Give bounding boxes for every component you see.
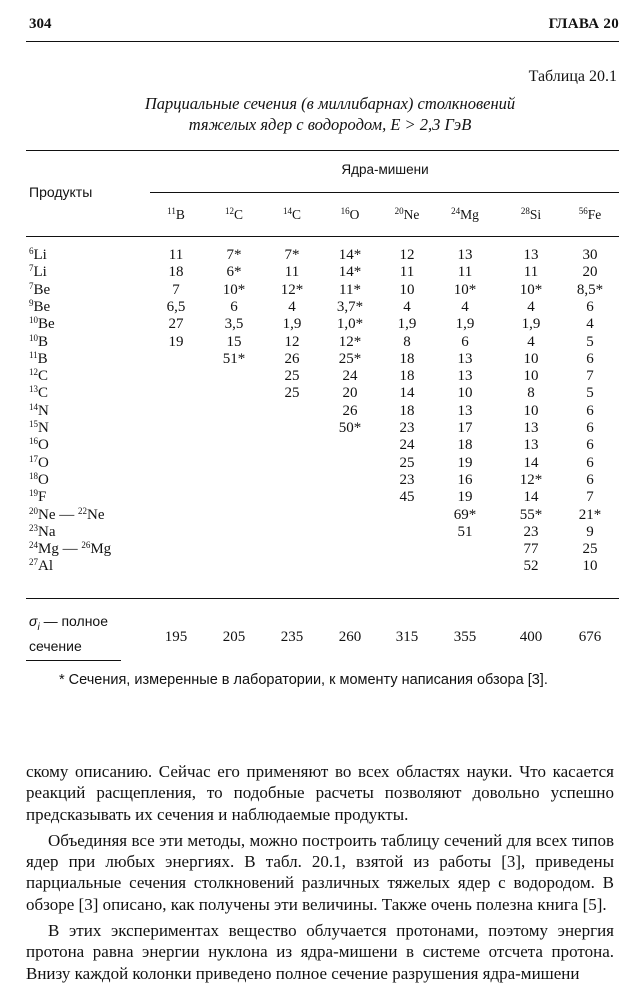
table-cell: 24 (399, 437, 415, 454)
product-symbol: Al (38, 558, 53, 575)
header-rule (26, 41, 619, 42)
product-mass: 23 (29, 522, 38, 533)
table-cell: 19 (168, 333, 184, 350)
table-cell: 23 (399, 471, 415, 488)
table-cell: 6 (586, 402, 594, 419)
table-cell: 3,5 (224, 316, 244, 333)
table-cell: 11 (399, 264, 415, 281)
table-cell: 13 (523, 437, 539, 454)
product-label (29, 541, 111, 558)
target-mass: 14 (282, 206, 292, 216)
total-cross-section-label (29, 612, 108, 655)
table-cell: 10 (523, 368, 539, 385)
product-label (29, 316, 55, 333)
target-symbol: C (291, 207, 301, 222)
product-label (29, 558, 53, 575)
table-cell: 20 (342, 385, 358, 402)
total-cell: 235 (280, 629, 304, 645)
target-header (322, 207, 378, 223)
table-cell: 12 (399, 247, 415, 263)
table-cell: 6 (230, 298, 238, 315)
table-cell: 25 (399, 454, 415, 471)
product-symbol: Ne (38, 506, 56, 523)
product-symbol: Ne (87, 506, 105, 523)
table-cell: 14 (523, 489, 539, 506)
product-label (29, 264, 47, 281)
table-cell: 7 (586, 368, 594, 385)
table-cell: 6 (586, 350, 594, 367)
target-mass: 28 (520, 206, 530, 216)
table-cell: 12* (338, 333, 362, 350)
table-cell: 6 (461, 333, 469, 350)
table-cell: 18 (399, 402, 415, 419)
sigma-subscript: i (37, 621, 40, 633)
table-cell: 7 (586, 489, 594, 506)
product-symbol: N (38, 402, 49, 419)
product-symbol: O (38, 437, 49, 454)
table-cell: 23 (399, 420, 415, 436)
sigma-symbol: σ (29, 613, 38, 629)
running-header: ГЛАВА 20 (548, 16, 619, 32)
product-mass: 16 (29, 436, 38, 447)
table-cell: 55* (519, 506, 543, 523)
header-bottom-rule (26, 236, 619, 237)
table-cell: 21* (578, 506, 602, 523)
product-mass: 20 (29, 505, 38, 516)
table-cell: 14 (523, 454, 539, 471)
caption-line-1: Парциальные сечения (в миллибарнах) столкновений (144, 94, 516, 113)
table-cell: 19 (457, 489, 473, 506)
target-mass: 11 (167, 206, 176, 216)
table-cell: 8 (403, 333, 411, 350)
product-symbol: F (38, 489, 47, 506)
product-symbol: C (38, 368, 49, 385)
table-cell: 10 (399, 281, 415, 298)
targets-rule (150, 192, 619, 193)
table-cell: 13 (457, 368, 473, 385)
product-symbol: Mg (38, 541, 59, 558)
product-label (29, 351, 48, 368)
table-cell: 14* (338, 247, 362, 263)
table-cell: 6 (586, 298, 594, 315)
table-cell: 11 (523, 264, 539, 281)
table-cell: 25* (338, 350, 362, 367)
table-cell: 7* (226, 247, 242, 263)
table-cell: 13 (523, 247, 539, 263)
product-mass: 19 (29, 488, 38, 499)
target-symbol: B (175, 207, 185, 222)
table-cell: 77 (523, 541, 539, 558)
table-cell: 20 (582, 264, 598, 281)
target-header (148, 207, 204, 223)
product-symbol: O (38, 471, 49, 488)
target-header (264, 207, 320, 223)
table-cell: 30 (582, 247, 598, 263)
table-caption (60, 93, 600, 135)
table-cell: 14* (338, 264, 362, 281)
product-mass: 24 (29, 540, 38, 551)
product-label (29, 507, 105, 524)
table-cell: 13 (523, 420, 539, 436)
target-symbol: Fe (587, 207, 602, 222)
table-cell: 11 (168, 247, 184, 263)
table-label: Таблица 20.1 (528, 68, 617, 85)
product-symbol: B (38, 333, 49, 350)
table-cell: 6* (226, 264, 242, 281)
paragraph-3: В этих экспериментах вещество облучается протонами, поэтому энергия протона равна энергии нуклона из ядра-мишени в системе отсчета протона. Внизу каждой колонки приведено полное сечение разрушения ядра-мишени (26, 921, 614, 983)
product-mass: 14 (29, 401, 38, 412)
table-cell: 11 (457, 264, 473, 281)
range-dash: — (55, 506, 78, 523)
table-cell: 15 (226, 333, 242, 350)
target-mass: 24 (451, 206, 461, 216)
table-cell: 51 (457, 523, 473, 540)
product-symbol: O (38, 454, 49, 471)
target-symbol: Mg (460, 207, 479, 222)
target-header (562, 207, 618, 223)
total-label-rest: — полное (39, 613, 108, 629)
product-symbol: C (38, 385, 49, 402)
paragraph-2: Объединяя все эти методы, можно построить таблицу сечений для всех типов ядер при любых энергиях. В табл. 20.1, взятой из работы [3], приведены парциальные сечения столкновений различных тяжелых ядер с водородом. В обзоре [3] описано, как получены эти величины. Также очень полезна книга [5]. (26, 830, 614, 914)
product-symbol: B (37, 350, 48, 367)
table-cell: 11 (284, 264, 300, 281)
table-cell: 5 (586, 333, 594, 350)
table-cell: 14 (399, 385, 415, 402)
table-cell: 18 (399, 368, 415, 385)
body-text (26, 761, 614, 984)
table-cell: 11* (339, 281, 361, 298)
table-cell: 13 (457, 402, 473, 419)
table-cell: 1,9 (455, 316, 475, 333)
target-header (379, 207, 435, 223)
product-label (29, 420, 49, 437)
product-symbol: Na (38, 523, 56, 540)
product-symbol: Li (33, 247, 47, 263)
product-label (29, 368, 48, 385)
product-mass: 27 (29, 557, 38, 568)
paragraph-1: скому описанию. Сейчас его применяют во всех областях науки. Что касается реакций расщепления, то подобные расчеты позволяют довольно успешно предсказывать их сечения и наблюдаемые продукты. (26, 762, 614, 824)
table-cell: 19 (457, 454, 473, 471)
products-heading: Продукты (29, 184, 93, 200)
product-mass: 7 (29, 280, 34, 291)
product-label (29, 403, 49, 420)
product-mass: 12 (29, 367, 38, 378)
product-symbol: Li (33, 264, 47, 281)
total-cell: 355 (453, 629, 477, 645)
product-label (29, 489, 46, 506)
table-cell: 4 (461, 298, 469, 315)
product-label (29, 247, 47, 264)
product-mass: 10 (29, 332, 38, 343)
product-symbol: Mg (90, 541, 112, 558)
table-cell: 6 (586, 471, 594, 488)
product-symbol: Be (38, 316, 55, 333)
product-symbol: N (38, 420, 49, 436)
total-label-line-2: сечение (29, 637, 82, 654)
table-cell: 18 (457, 437, 473, 454)
product-label (29, 455, 49, 472)
table-cell: 25 (582, 541, 598, 558)
table-cell: 13 (457, 350, 473, 367)
table-footnote: * Сечения, измеренные в лаборатории, к моменту написания обзора [3]. (59, 672, 548, 688)
target-symbol: Si (529, 207, 542, 222)
total-cell: 195 (164, 629, 188, 645)
target-mass: 12 (224, 206, 234, 216)
table-cell: 4 (288, 298, 296, 315)
table-cell: 4 (586, 316, 594, 333)
target-header (503, 207, 559, 223)
product-label (29, 472, 49, 489)
table-cell: 6 (586, 420, 594, 436)
table-cell: 16 (457, 471, 473, 488)
table-cell: 7* (284, 247, 300, 263)
targets-heading: Ядра-мишени (341, 162, 429, 177)
total-cell: 260 (338, 629, 362, 645)
product-label (29, 334, 48, 351)
table-cell: 26 (342, 402, 358, 419)
table-cell: 17 (457, 420, 473, 436)
table-cell: 8 (527, 385, 535, 402)
target-symbol: C (233, 207, 243, 222)
table-cell: 27 (168, 316, 184, 333)
table-cell: 10* (519, 281, 543, 298)
table-cell: 69* (453, 506, 477, 523)
table-cell: 10 (457, 385, 473, 402)
product-symbol: Be (33, 298, 51, 315)
table-cell: 4 (403, 298, 411, 315)
table-cell: 6 (586, 454, 594, 471)
product-symbol: Be (33, 281, 51, 298)
table-cell: 25 (284, 385, 300, 402)
table-top-rule (26, 150, 619, 151)
table-cell: 9 (586, 523, 594, 540)
product-mass: 9 (29, 297, 34, 308)
table-cell: 3,7* (336, 298, 364, 315)
product-label (29, 299, 50, 316)
product-label (29, 385, 48, 402)
table-cell: 4 (527, 298, 535, 315)
product-mass: 15 (29, 419, 38, 429)
product-mass: 13 (29, 384, 38, 395)
total-cell: 315 (395, 629, 419, 645)
target-mass: 56 (578, 206, 588, 216)
product-mass: 10 (29, 315, 38, 326)
table-cell: 10 (582, 558, 598, 575)
table-cell: 1,9 (521, 316, 541, 333)
page-number: 304 (29, 16, 52, 32)
product-label (29, 282, 50, 299)
footnote-rule (26, 660, 121, 661)
target-mass: 20 (394, 206, 404, 216)
product-mass: 11 (29, 349, 38, 360)
range-dash: — (58, 541, 82, 558)
table-cell: 8,5* (576, 281, 604, 298)
table-cell: 18 (399, 350, 415, 367)
total-cell: 400 (519, 629, 543, 645)
product-label (29, 524, 56, 541)
table-cell: 10* (453, 281, 477, 298)
total-cell: 205 (222, 629, 246, 645)
target-header (437, 207, 493, 223)
table-cell: 52 (523, 558, 539, 575)
total-cell: 676 (578, 629, 602, 645)
target-symbol: Ne (403, 207, 420, 222)
table-cell: 1,9 (282, 316, 302, 333)
table-cell: 10 (523, 402, 539, 419)
target-symbol: O (349, 207, 360, 222)
product-mass: 6 (29, 246, 34, 256)
table-cell: 10 (523, 350, 539, 367)
table-cell: 18 (168, 264, 184, 281)
product-mass: 7 (29, 263, 34, 274)
table-cell: 13 (457, 247, 473, 263)
table-cell: 45 (399, 489, 415, 506)
totals-top-rule (26, 598, 619, 599)
table-cell: 12 (284, 333, 300, 350)
product-mass: 18 (29, 470, 38, 481)
product-label (29, 437, 49, 454)
table-cell: 1,9 (397, 316, 417, 333)
table-cell: 23 (523, 523, 539, 540)
product-mass: 22 (78, 505, 87, 516)
table-cell: 24 (342, 368, 358, 385)
target-header (206, 207, 262, 223)
table-cell: 50* (338, 420, 362, 436)
table-cell: 25 (284, 368, 300, 385)
target-mass: 16 (340, 206, 350, 216)
table-cell: 51* (222, 350, 246, 367)
table-cell: 12* (519, 471, 543, 488)
caption-line-2: тяжелых ядер с водородом, E > 2,3 ГэВ (188, 115, 472, 134)
table-cell: 1,0* (336, 316, 364, 333)
table-cell: 5 (586, 385, 594, 402)
table-cell: 26 (284, 350, 300, 367)
table-cell: 12* (280, 281, 304, 298)
table-cell: 7 (172, 281, 180, 298)
table-cell: 10* (222, 281, 246, 298)
table-cell: 6 (586, 437, 594, 454)
product-mass: 17 (29, 453, 38, 464)
table-cell: 6,5 (166, 298, 186, 315)
table-cell: 4 (527, 333, 535, 350)
product-mass: 26 (81, 540, 91, 551)
